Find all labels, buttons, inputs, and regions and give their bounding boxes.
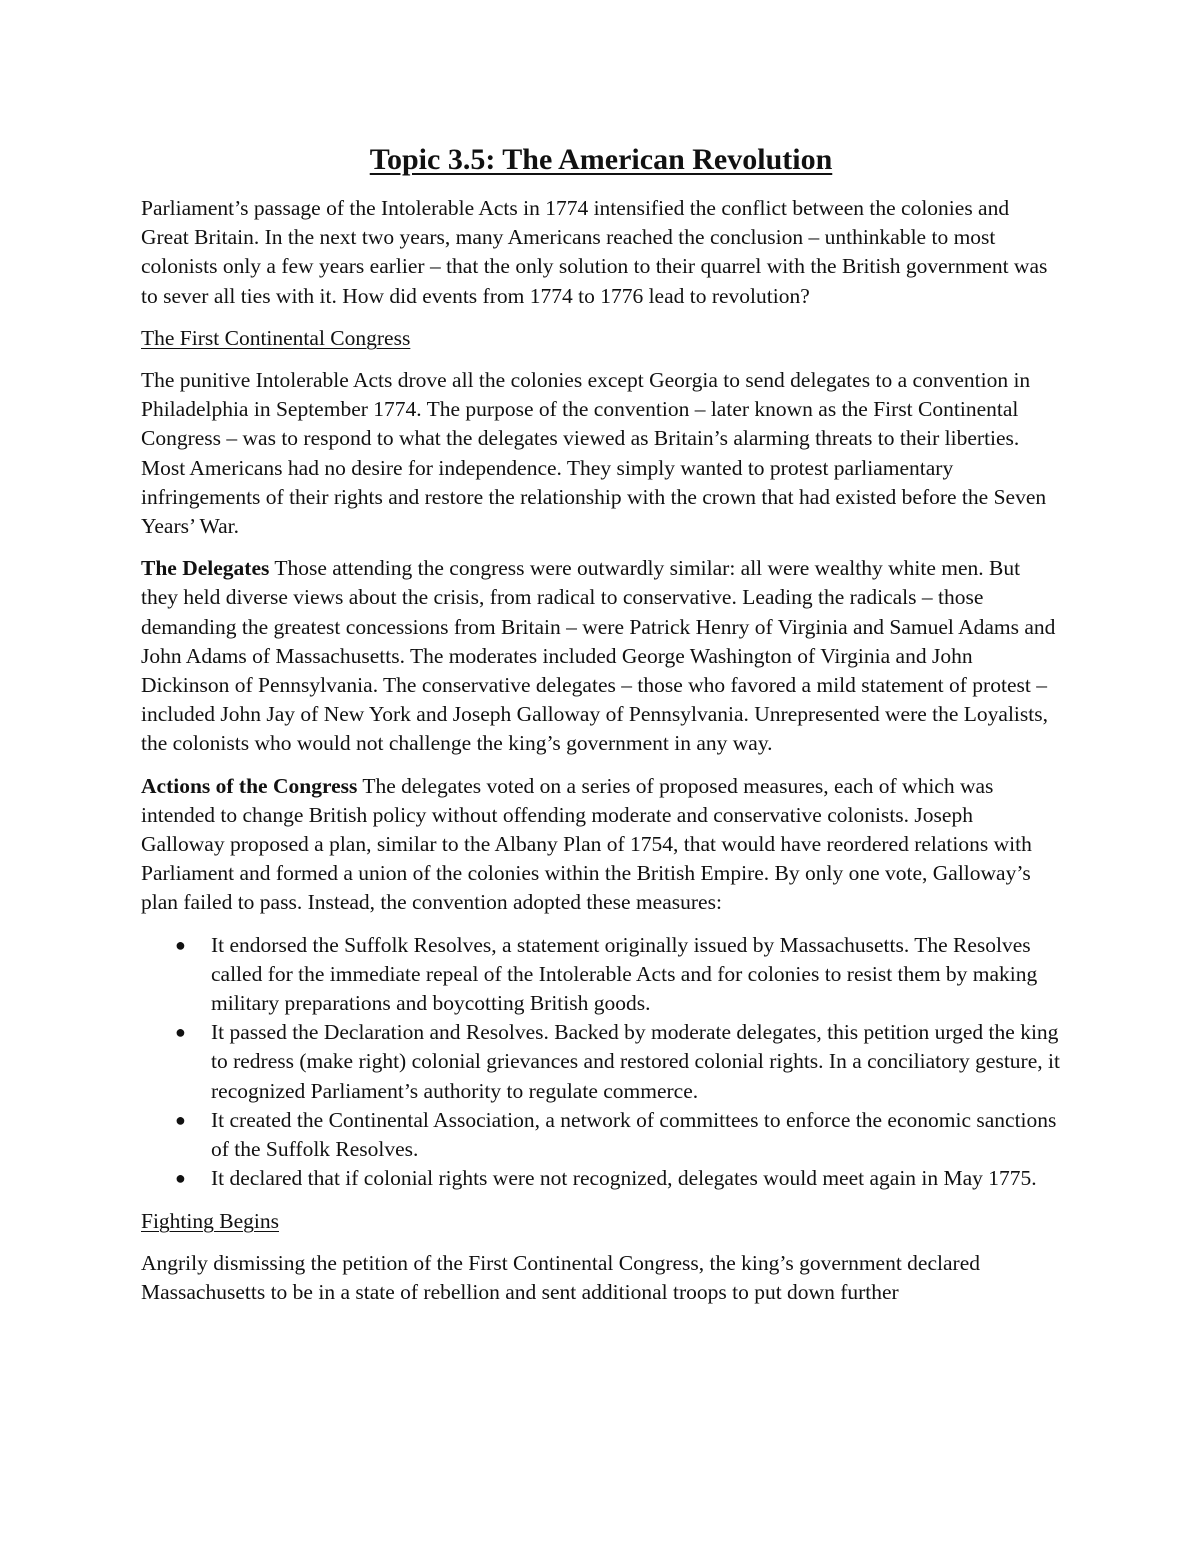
actions-lead: Actions of the Congress — [141, 773, 358, 798]
actions-paragraph — [141, 772, 1061, 918]
intro-paragraph: Parliament’s passage of the Intolerable Acts in 1774 intensified the conflict between the colonies and Great Britain. In the next two years, many Americans reached the conclusion – unthinkable to most colonists only a few years earlier – that the only solution to their quarrel with the British government was to sever all ties with it. How did events from 1774 to 1776 lead to revolution? — [141, 196, 1048, 308]
delegates-lead: The Delegates — [141, 556, 270, 581]
measures-list — [141, 931, 1061, 1194]
list-item-text: It passed the Declaration and Resolves. Backed by moderate delegates, this petition urged the king to redress (make right) colonial grievances and restored colonial rights. In a conciliatory gesture, it recognized Parliament’s authority to regulate commerce. — [211, 1020, 1060, 1103]
document-page — [141, 140, 1061, 1320]
delegates-text: Those attending the congress were outwardly similar: all were wealthy white men. But they held diverse views about the crisis, from radical to conservative. Leading the radicals – those demanding the greatest concessions from Britain – were Patrick Henry of Virginia and Samuel Adams and John Adams of Massachusetts. The moderates included George Washington of Virginia and John Dickinson of Pennsylvania. The conservative delegates – those who favored a mild statement of protest – included John Jay of New York and Joseph Galloway of Pennsylvania. Unrepresented were the Loyalists, the colonists who would not challenge the king’s government in any way. — [141, 556, 1056, 756]
section-heading-first-continental-congress: The First Continental Congress — [141, 325, 411, 350]
actions-text: The delegates voted on a series of proposed measures, each of which was intended to change British policy without offending moderate and conservative colonists. Joseph Galloway proposed a plan, similar to the Albany Plan of 1754, that would have reordered relations with Parliament and formed a union of the colonies within the British Empire. By only one vote, Galloway’s plan failed to pass. Instead, the convention adopted these measures: — [141, 773, 1032, 915]
list-item — [175, 931, 1061, 1019]
first-congress-paragraph: The punitive Intolerable Acts drove all the colonies except Georgia to send delegates to a convention in Philadelphia in September 1774. The purpose of the convention – later known as the First Continental Congress – was to respond to what the delegates viewed as Britain’s alarming threats to their liberties. Most Americans had no desire for independence. They simply wanted to protest parliamentary infringements of their rights and restore the relationship with the crown that had existed before the Seven Years’ War. — [141, 368, 1047, 539]
bullet-icon: ● — [175, 934, 186, 955]
list-item — [175, 1018, 1061, 1106]
list-item-text: It endorsed the Suffolk Resolves, a statement originally issued by Massachusetts. The Resolves called for the immediate repeal of the Intolerable Acts and for colonies to resist them by making military preparations and boycotting British goods. — [211, 932, 1038, 1016]
fighting-begins-paragraph: Angrily dismissing the petition of the First Continental Congress, the king’s government declared Massachusetts to be in a state of rebellion and sent additional troops to put down further — [141, 1250, 980, 1304]
section-heading-fighting-begins: Fighting Begins — [141, 1208, 279, 1233]
bullet-icon: ● — [175, 1022, 186, 1043]
delegates-paragraph — [141, 554, 1061, 758]
list-item — [175, 1164, 1061, 1193]
list-item-text: It created the Continental Association, a network of committees to enforce the economic sanctions of the Suffolk Resolves. — [211, 1107, 1057, 1162]
list-item-text: It declared that if colonial rights were not recognized, delegates would meet again in May 1775. — [211, 1166, 1037, 1191]
bullet-icon: ● — [175, 1109, 186, 1130]
bullet-icon: ● — [175, 1168, 186, 1189]
list-item — [175, 1106, 1061, 1164]
page-title: Topic 3.5: The American Revolution — [369, 143, 833, 176]
